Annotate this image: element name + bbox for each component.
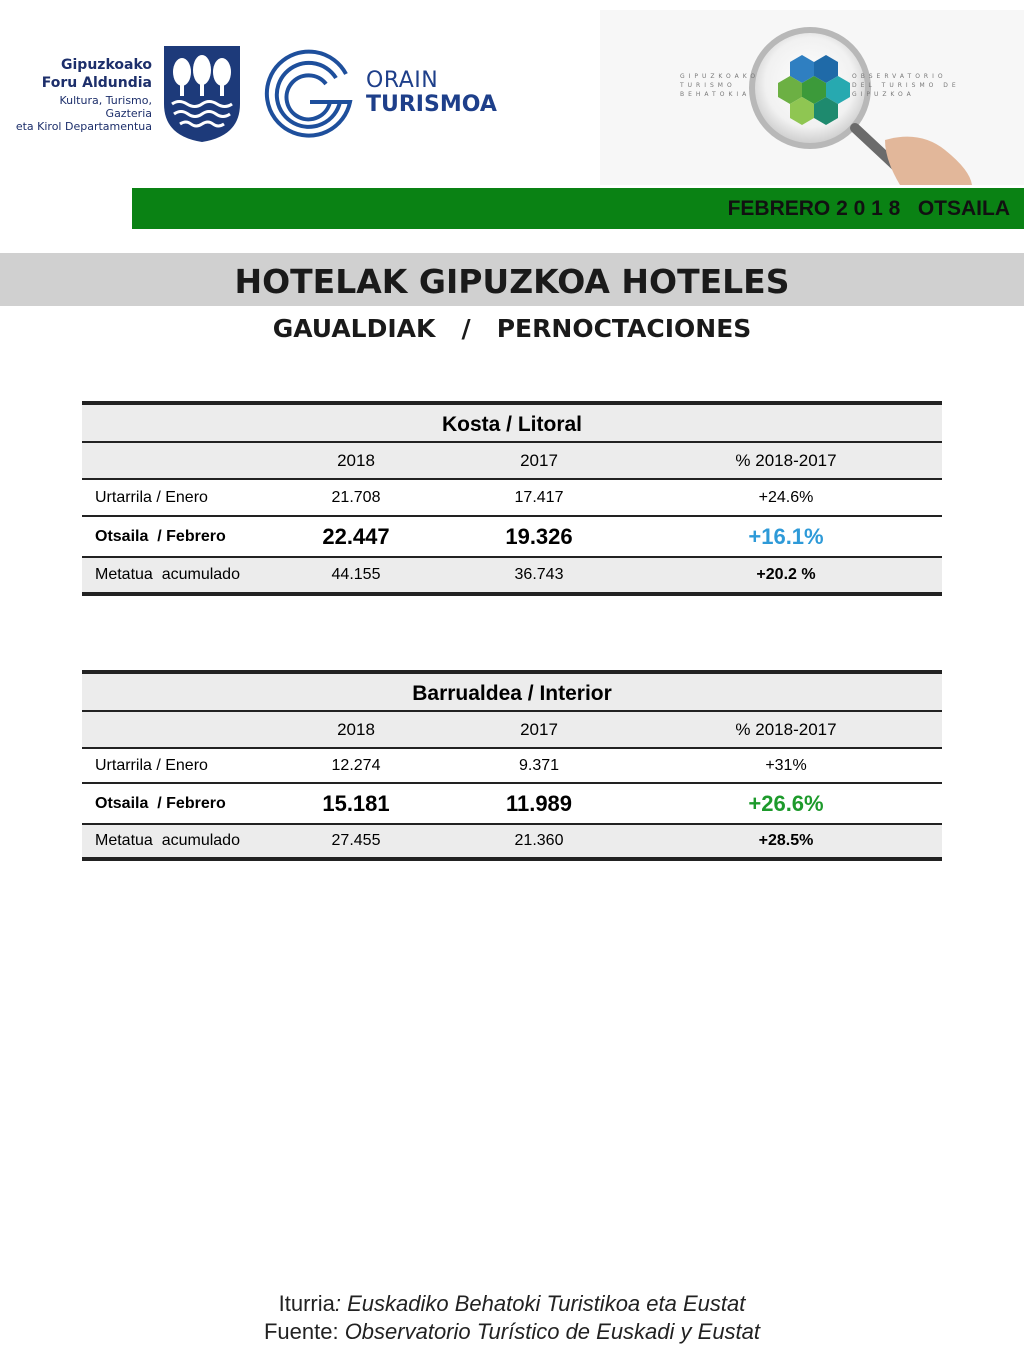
value-pct: +24.6% xyxy=(758,488,814,506)
table-row xyxy=(82,749,942,784)
table-row xyxy=(82,825,942,861)
table-row xyxy=(82,784,942,825)
row-label: Metatua acumulado xyxy=(95,832,240,849)
value-pct: +28.5% xyxy=(758,832,814,849)
row-label: Urtarrila / Enero xyxy=(95,488,208,506)
row-label: Urtarrila / Enero xyxy=(95,756,208,774)
gfa-line1: Gipuzkoako xyxy=(61,57,152,73)
date-label: FEBRERO 2 0 1 8 OTSAILA xyxy=(727,197,1010,220)
table-header-row xyxy=(82,443,942,480)
value-2018: 44.155 xyxy=(331,566,381,583)
value-pct: +26.6% xyxy=(748,790,824,816)
source-footer xyxy=(0,1290,1024,1346)
value-pct: +20.2 % xyxy=(756,566,816,583)
gfa-line3: Kultura, Turismo, Gazteria xyxy=(59,94,152,120)
row-label: Metatua acumulado xyxy=(95,566,240,583)
value-2017: 21.360 xyxy=(514,832,564,849)
turismoa-label: TURISMOA xyxy=(366,92,497,117)
value-2017: 17.417 xyxy=(514,488,564,506)
source-label-eu: Iturria xyxy=(278,1291,335,1316)
row-label: Otsaila / Febrero xyxy=(95,794,226,812)
value-2018: 12.274 xyxy=(331,756,381,774)
table-barrualdea-interior xyxy=(82,670,942,861)
table-row xyxy=(82,517,942,558)
row-label: Otsaila / Febrero xyxy=(95,527,226,545)
observatorio-right-text: OBSERVATORIO DEL TURISMO DE GIPUZKOA xyxy=(852,73,960,98)
source-label-es: Fuente: xyxy=(263,1319,345,1344)
table-kosta-litoral xyxy=(82,401,942,596)
orain-turismoa-g-logo-icon xyxy=(258,44,358,144)
value-pct: +31% xyxy=(765,756,807,774)
table-row xyxy=(82,480,942,517)
page-subtitle: GAUALDIAK / PERNOCTACIONES xyxy=(272,314,752,343)
col-header-pct: % 2018-2017 xyxy=(735,450,837,470)
col-header-2018: 2018 xyxy=(337,719,375,739)
gipuzkoa-foru-aldundia-logo-text xyxy=(12,56,152,133)
source-text-es: Observatorio Turístico de Euskadi y Eustat xyxy=(344,1319,761,1344)
value-2018: 15.181 xyxy=(322,790,390,816)
value-2017: 11.989 xyxy=(505,790,573,816)
col-header-2017: 2017 xyxy=(520,450,558,470)
value-2018: 27.455 xyxy=(331,832,381,849)
col-header-2018: 2018 xyxy=(337,450,375,470)
observatorio-left-text: GIPUZKOAKO TURISMO BEHATOKIA xyxy=(680,73,760,98)
col-header-2017: 2017 xyxy=(520,719,558,739)
col-header-pct: % 2018-2017 xyxy=(735,719,837,739)
source-text-eu: : Euskadiko Behatoki Turistikoa eta Eustat xyxy=(334,1291,746,1316)
table-section-title: Kosta / Litoral xyxy=(82,401,942,443)
orain-label: ORAIN xyxy=(366,68,439,93)
value-pct: +16.1% xyxy=(748,523,824,549)
gipuzkoa-shield-icon xyxy=(162,44,242,144)
page-title: HOTELAK GIPUZKOA HOTELES xyxy=(234,262,790,301)
value-2018: 21.708 xyxy=(331,488,381,506)
table-header-row xyxy=(82,712,942,749)
table-row xyxy=(82,558,942,596)
value-2018: 22.447 xyxy=(322,523,390,549)
gfa-line2: Foru Aldundia xyxy=(41,75,152,91)
source-line-es xyxy=(0,1318,1024,1346)
value-2017: 36.743 xyxy=(514,566,564,583)
source-line-eu xyxy=(0,1290,1024,1318)
table-section-title: Barrualdea / Interior xyxy=(82,670,942,712)
gfa-line4: eta Kirol Departamentua xyxy=(15,120,152,133)
value-2017: 19.326 xyxy=(505,523,573,549)
value-2017: 9.371 xyxy=(518,756,560,774)
orain-turismoa-logo-text xyxy=(366,70,497,118)
